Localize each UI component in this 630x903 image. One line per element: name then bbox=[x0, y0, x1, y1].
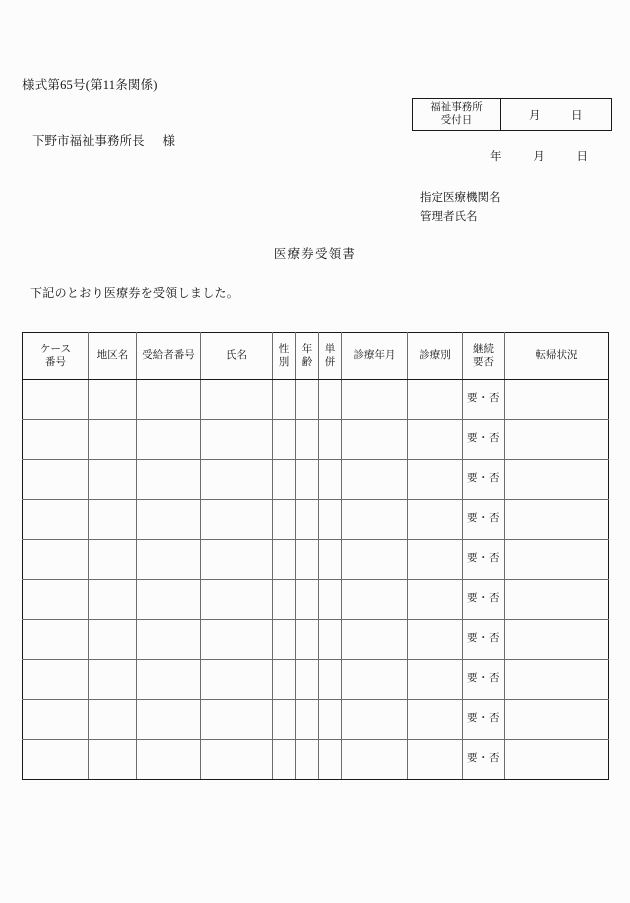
cell-continuation[interactable]: 要・否 bbox=[463, 540, 505, 580]
cell-treatment-month[interactable] bbox=[342, 500, 408, 540]
cell-age[interactable] bbox=[296, 700, 319, 740]
cell-name[interactable] bbox=[201, 620, 273, 660]
cell-treatment-type[interactable] bbox=[408, 420, 463, 460]
cell-continuation[interactable]: 要・否 bbox=[463, 660, 505, 700]
cell-single-combined[interactable] bbox=[319, 700, 342, 740]
cell-name[interactable] bbox=[201, 580, 273, 620]
cell-treatment-month[interactable] bbox=[342, 380, 408, 420]
table-body bbox=[23, 380, 609, 780]
cell-single-combined[interactable] bbox=[319, 460, 342, 500]
cell-district[interactable] bbox=[89, 380, 137, 420]
form-number: 様式第65号(第11条関係) bbox=[22, 78, 158, 92]
header-district-label: 地区名 bbox=[96, 350, 129, 362]
reception-day-unit: 日 bbox=[571, 109, 583, 122]
cell-sex[interactable] bbox=[273, 740, 296, 780]
receipt-table bbox=[22, 332, 609, 780]
cell-single-combined[interactable] bbox=[319, 540, 342, 580]
cell-recipient-number[interactable] bbox=[137, 420, 201, 460]
cell-sex[interactable] bbox=[273, 580, 296, 620]
reception-month-unit: 月 bbox=[529, 109, 541, 122]
addressee-honorific: 様 bbox=[162, 134, 176, 148]
cell-continuation[interactable]: 要・否 bbox=[463, 420, 505, 460]
header-name-label: 氏名 bbox=[226, 350, 247, 362]
date-month-unit: 月 bbox=[533, 151, 545, 163]
cell-age[interactable] bbox=[296, 660, 319, 700]
cell-case-number[interactable] bbox=[23, 460, 89, 500]
cell-outcome[interactable] bbox=[505, 420, 609, 460]
cell-sex[interactable] bbox=[273, 620, 296, 660]
header-case-number-line2: 番号 bbox=[45, 357, 66, 368]
cell-recipient-number[interactable] bbox=[137, 540, 201, 580]
addressee-line bbox=[32, 131, 175, 149]
cell-case-number[interactable] bbox=[23, 540, 89, 580]
cell-single-combined[interactable] bbox=[319, 740, 342, 780]
cell-single-combined[interactable] bbox=[319, 660, 342, 700]
cell-single-combined[interactable] bbox=[319, 620, 342, 660]
header-continuation-line2: 要否 bbox=[473, 357, 494, 368]
cell-name[interactable] bbox=[201, 540, 273, 580]
header-sex bbox=[273, 333, 296, 380]
cell-treatment-type[interactable] bbox=[408, 380, 463, 420]
cell-recipient-number[interactable] bbox=[137, 380, 201, 420]
table-row bbox=[23, 380, 609, 420]
header-treatment-type bbox=[408, 333, 463, 380]
cell-case-number[interactable] bbox=[23, 380, 89, 420]
cell-age[interactable] bbox=[296, 540, 319, 580]
header-single-combined-line2: 併 bbox=[324, 357, 336, 368]
cell-treatment-month[interactable] bbox=[342, 660, 408, 700]
cell-sex[interactable] bbox=[273, 540, 296, 580]
header-outcome-label: 転帰状況 bbox=[535, 350, 578, 362]
submission-date-line[interactable] bbox=[490, 148, 588, 164]
cell-name[interactable] bbox=[201, 700, 273, 740]
header-treatment-month-label: 診療年月 bbox=[353, 350, 396, 362]
date-year-unit: 年 bbox=[490, 151, 502, 163]
cell-treatment-month[interactable] bbox=[342, 420, 408, 460]
table-header-row bbox=[23, 333, 609, 380]
table-row bbox=[23, 460, 609, 500]
header-age bbox=[296, 333, 319, 380]
cell-district[interactable] bbox=[89, 700, 137, 740]
table-row bbox=[23, 580, 609, 620]
header-continuation-line1: 継続 bbox=[473, 343, 494, 355]
cell-name[interactable] bbox=[201, 420, 273, 460]
reception-date-label bbox=[413, 99, 501, 130]
cell-continuation[interactable]: 要・否 bbox=[463, 500, 505, 540]
header-sex-line2: 別 bbox=[278, 357, 290, 368]
cell-continuation[interactable]: 要・否 bbox=[463, 460, 505, 500]
cell-treatment-type[interactable] bbox=[408, 460, 463, 500]
cell-recipient-number[interactable] bbox=[137, 620, 201, 660]
header-single-combined-line1: 単 bbox=[324, 343, 336, 355]
cell-age[interactable] bbox=[296, 740, 319, 780]
table-row bbox=[23, 700, 609, 740]
cell-outcome[interactable] bbox=[505, 740, 609, 780]
cell-single-combined[interactable] bbox=[319, 380, 342, 420]
cell-name[interactable] bbox=[201, 740, 273, 780]
cell-outcome[interactable] bbox=[505, 540, 609, 580]
header-recipient-number-label: 受給者番号 bbox=[142, 350, 195, 362]
cell-district[interactable] bbox=[89, 460, 137, 500]
cell-recipient-number[interactable] bbox=[137, 740, 201, 780]
cell-treatment-month[interactable] bbox=[342, 740, 408, 780]
cell-continuation[interactable]: 要・否 bbox=[463, 380, 505, 420]
table-header bbox=[23, 333, 609, 380]
table-row bbox=[23, 740, 609, 780]
cell-age[interactable] bbox=[296, 420, 319, 460]
cell-single-combined[interactable] bbox=[319, 580, 342, 620]
addressee-name: 下野市福祉事務所長 bbox=[32, 134, 145, 148]
cell-age[interactable] bbox=[296, 580, 319, 620]
reception-label-line2: 受付日 bbox=[440, 114, 473, 126]
header-case-number-line1: ケース bbox=[40, 343, 71, 355]
cell-age[interactable] bbox=[296, 500, 319, 540]
cell-treatment-type[interactable] bbox=[408, 540, 463, 580]
table-row bbox=[23, 500, 609, 540]
header-age-line2: 齢 bbox=[301, 357, 313, 368]
cell-sex[interactable] bbox=[273, 500, 296, 540]
cell-treatment-month[interactable] bbox=[342, 460, 408, 500]
cell-treatment-type[interactable] bbox=[408, 620, 463, 660]
cell-recipient-number[interactable] bbox=[137, 660, 201, 700]
lead-sentence: 下記のとおり医療券を受領しました。 bbox=[30, 286, 240, 300]
cell-treatment-type[interactable] bbox=[408, 660, 463, 700]
cell-outcome[interactable] bbox=[505, 620, 609, 660]
cell-name[interactable] bbox=[201, 460, 273, 500]
cell-recipient-number[interactable] bbox=[137, 460, 201, 500]
cell-outcome[interactable] bbox=[505, 660, 609, 700]
cell-district[interactable] bbox=[89, 580, 137, 620]
cell-treatment-type[interactable] bbox=[408, 700, 463, 740]
cell-sex[interactable] bbox=[273, 660, 296, 700]
cell-recipient-number[interactable] bbox=[137, 580, 201, 620]
header-treatment-month bbox=[342, 333, 408, 380]
cell-case-number[interactable] bbox=[23, 500, 89, 540]
header-treatment-type-label: 診療別 bbox=[419, 350, 451, 362]
cell-district[interactable] bbox=[89, 740, 137, 780]
cell-district[interactable] bbox=[89, 660, 137, 700]
cell-sex[interactable] bbox=[273, 700, 296, 740]
cell-district[interactable] bbox=[89, 540, 137, 580]
table-row bbox=[23, 620, 609, 660]
cell-treatment-month[interactable] bbox=[342, 580, 408, 620]
cell-recipient-number[interactable] bbox=[137, 500, 201, 540]
cell-treatment-type[interactable] bbox=[408, 740, 463, 780]
cell-case-number[interactable] bbox=[23, 740, 89, 780]
cell-case-number[interactable] bbox=[23, 620, 89, 660]
cell-continuation[interactable]: 要・否 bbox=[463, 740, 505, 780]
manager-name-label: 管理者氏名 bbox=[420, 210, 478, 223]
reception-date-box bbox=[412, 98, 612, 131]
cell-sex[interactable] bbox=[273, 380, 296, 420]
cell-case-number[interactable] bbox=[23, 580, 89, 620]
cell-sex[interactable] bbox=[273, 420, 296, 460]
reception-date-value[interactable] bbox=[501, 99, 611, 130]
cell-recipient-number[interactable] bbox=[137, 700, 201, 740]
cell-outcome[interactable] bbox=[505, 380, 609, 420]
cell-continuation[interactable]: 要・否 bbox=[463, 620, 505, 660]
cell-name[interactable] bbox=[201, 660, 273, 700]
header-outcome bbox=[505, 333, 609, 380]
reception-label-line1: 福祉事務所 bbox=[430, 101, 483, 113]
header-single-combined bbox=[319, 333, 342, 380]
cell-outcome[interactable] bbox=[505, 700, 609, 740]
header-recipient-number bbox=[137, 333, 201, 380]
cell-case-number[interactable] bbox=[23, 420, 89, 460]
header-name bbox=[201, 333, 273, 380]
header-age-line1: 年 bbox=[301, 343, 313, 355]
cell-age[interactable] bbox=[296, 460, 319, 500]
cell-continuation[interactable]: 要・否 bbox=[463, 580, 505, 620]
cell-age[interactable] bbox=[296, 620, 319, 660]
cell-continuation[interactable]: 要・否 bbox=[463, 700, 505, 740]
table-row bbox=[23, 660, 609, 700]
cell-outcome[interactable] bbox=[505, 500, 609, 540]
cell-outcome[interactable] bbox=[505, 460, 609, 500]
table-row bbox=[23, 420, 609, 460]
cell-sex[interactable] bbox=[273, 460, 296, 500]
cell-age[interactable] bbox=[296, 380, 319, 420]
cell-name[interactable] bbox=[201, 380, 273, 420]
institution-block bbox=[420, 189, 501, 227]
cell-case-number[interactable] bbox=[23, 700, 89, 740]
cell-case-number[interactable] bbox=[23, 660, 89, 700]
date-day-unit: 日 bbox=[576, 151, 588, 163]
cell-treatment-month[interactable] bbox=[342, 700, 408, 740]
page-title: 医療券受領書 bbox=[273, 247, 357, 261]
receipt-table-wrapper bbox=[22, 332, 608, 780]
cell-treatment-type[interactable] bbox=[408, 580, 463, 620]
header-district bbox=[89, 333, 137, 380]
cell-treatment-type[interactable] bbox=[408, 500, 463, 540]
table-row bbox=[23, 540, 609, 580]
cell-treatment-month[interactable] bbox=[342, 540, 408, 580]
header-case-number bbox=[23, 333, 89, 380]
cell-district[interactable] bbox=[89, 500, 137, 540]
cell-single-combined[interactable] bbox=[319, 420, 342, 460]
cell-single-combined[interactable] bbox=[319, 500, 342, 540]
cell-district[interactable] bbox=[89, 620, 137, 660]
cell-district[interactable] bbox=[89, 420, 137, 460]
header-continuation bbox=[463, 333, 505, 380]
cell-name[interactable] bbox=[201, 500, 273, 540]
cell-treatment-month[interactable] bbox=[342, 620, 408, 660]
institution-name-label: 指定医療機関名 bbox=[420, 192, 501, 204]
cell-outcome[interactable] bbox=[505, 580, 609, 620]
header-sex-line1: 性 bbox=[278, 343, 290, 355]
